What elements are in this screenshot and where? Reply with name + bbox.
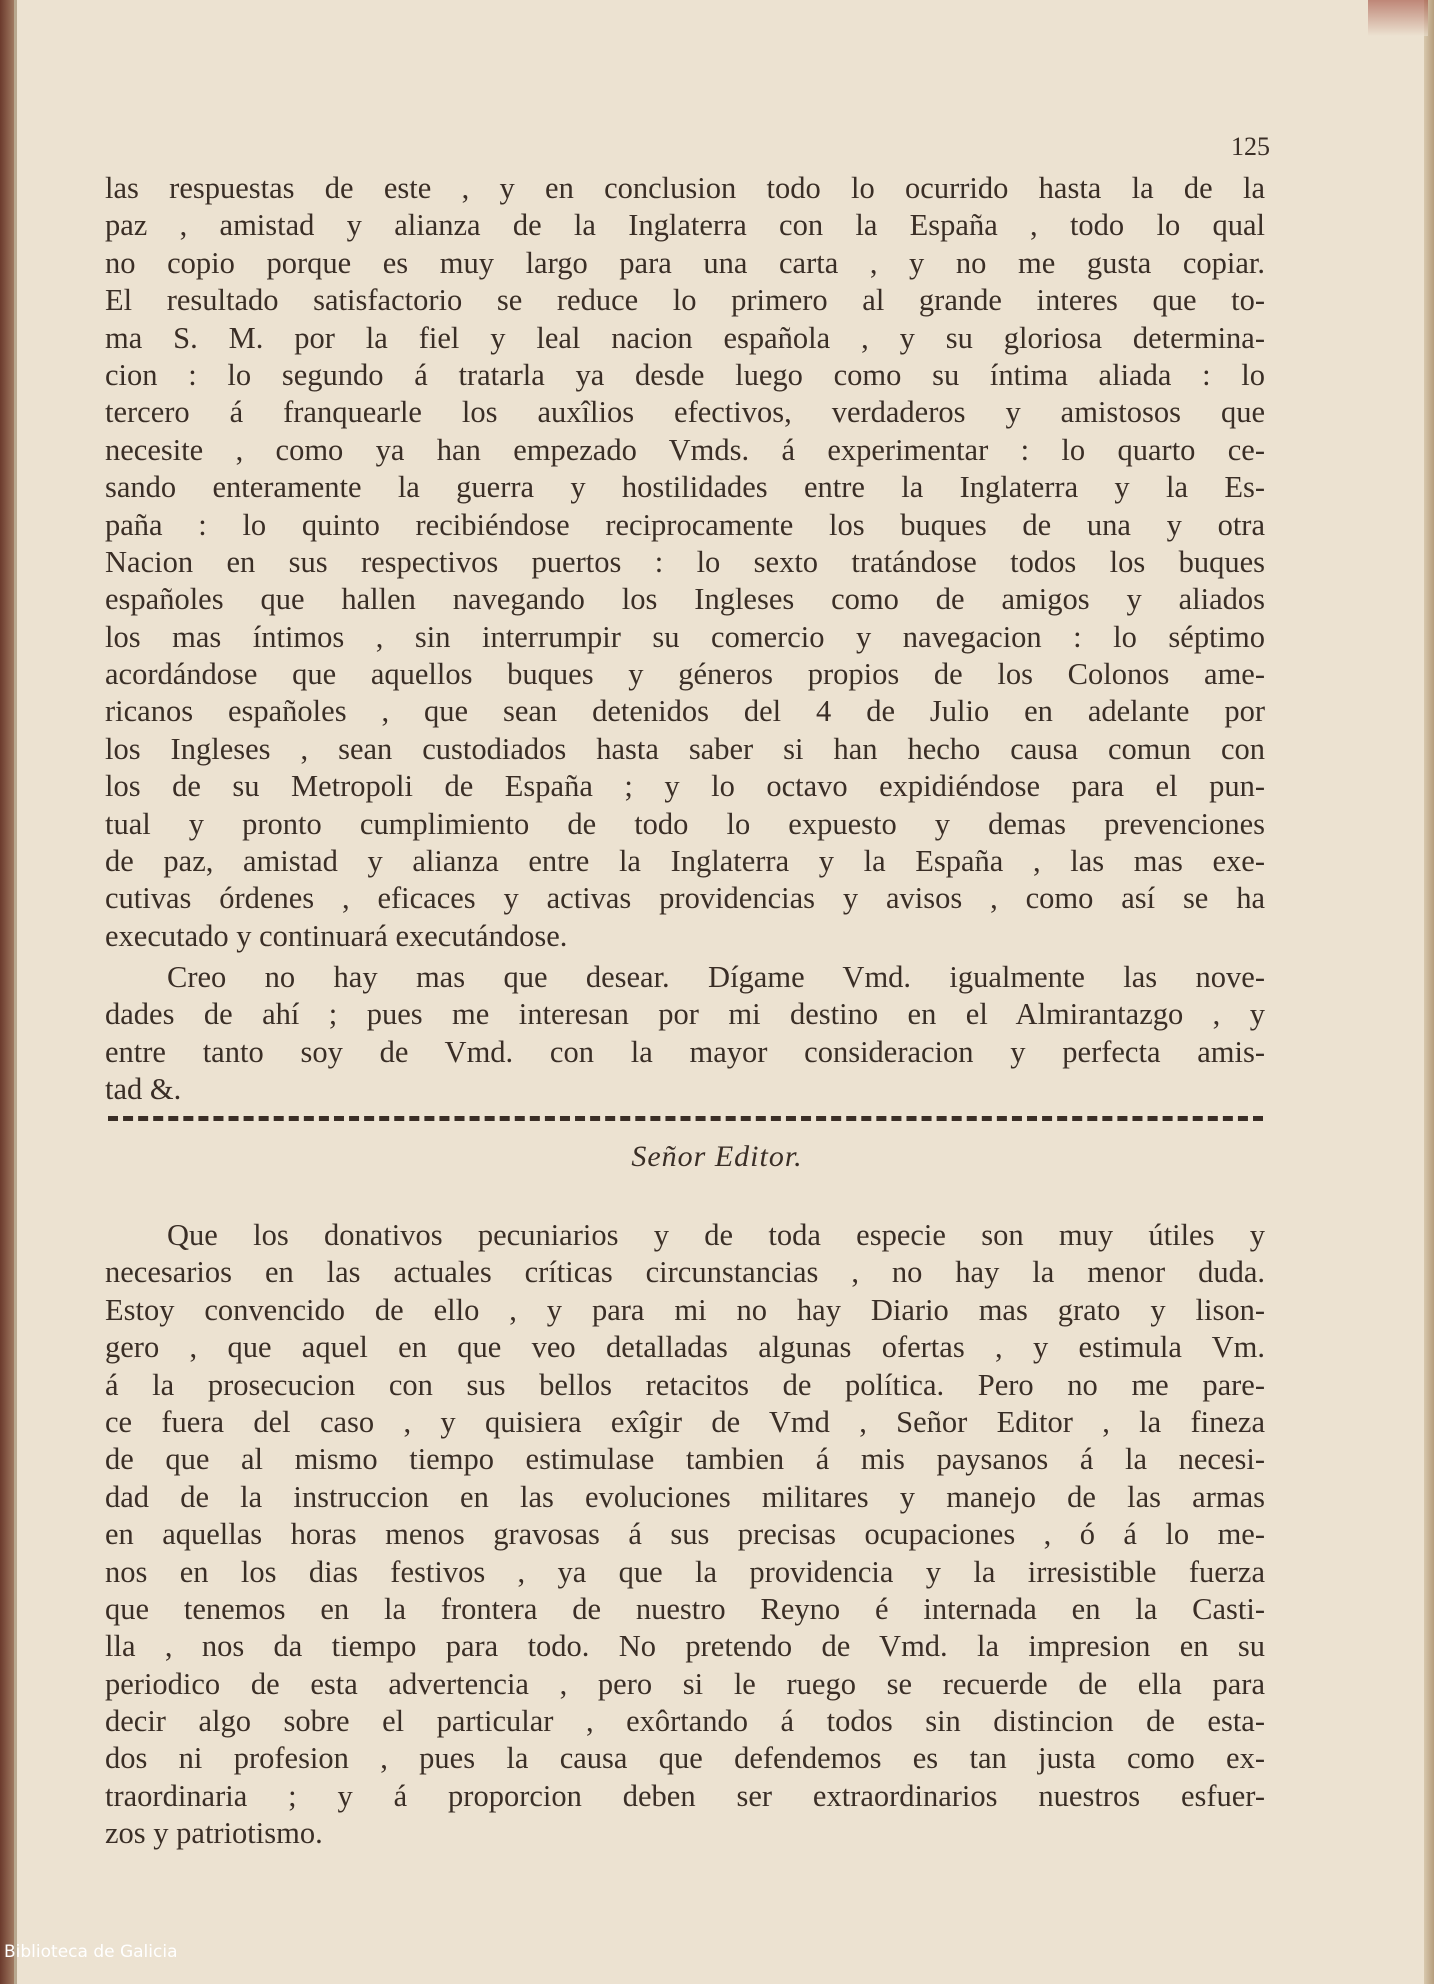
book-spine-edge: [0, 0, 14, 1984]
letter-continuation: [105, 170, 1265, 955]
text-line: á la prosecucion con sus bellos retacitos de política. Pero no me pare-: [105, 1367, 1265, 1402]
text-line: tad &.: [105, 1072, 182, 1107]
text-line: ce fuera del caso , y quisiera exîgir de Vmd , Señor Editor , la fineza: [105, 1404, 1265, 1439]
page-corner-wear: [1368, 0, 1428, 36]
text-line: ricanos españoles , que sean detenidos del 4 de Julio en adelante por: [105, 694, 1265, 729]
section-heading: Señor Editor.: [631, 1140, 803, 1173]
section-divider: [108, 1116, 1263, 1121]
text-line: de paz, amistad y alianza entre la Inglaterra y la España , las mas exe-: [105, 844, 1265, 879]
text-line: paz , amistad y alianza de la Inglaterra con la España , todo lo qual: [105, 208, 1265, 243]
text-line: Estoy convencido de ello , y para mi no hay Diario mas grato y lison-: [105, 1292, 1265, 1327]
text-line: lla , nos da tiempo para todo. No pretendo de Vmd. la impresion en su: [105, 1629, 1265, 1664]
text-line: El resultado satisfactorio se reduce lo primero al grande interes que to-: [105, 283, 1265, 318]
text-line: los de su Metropoli de España ; y lo octavo expidiéndose para el pun-: [105, 769, 1265, 804]
text-line: dades de ahí ; pues me interesan por mi destino en el Almirantazgo , y: [105, 997, 1265, 1032]
text-line: las respuestas de este , y en conclusion todo lo ocurrido hasta la de la: [105, 171, 1265, 205]
text-line: dos ni profesion , pues la causa que defendemos es tan justa como ex-: [105, 1741, 1265, 1776]
text-line: gero , que aquel en que veo detalladas algunas ofertas , y estimula Vm.: [105, 1330, 1265, 1365]
text-line: necesite , como ya han empezado Vmds. á experimentar : lo quarto ce-: [105, 432, 1265, 467]
library-watermark: Biblioteca de Galicia: [4, 1942, 178, 1962]
text-line: españoles que hallen navegando los Ingleses como de amigos y aliados: [105, 582, 1265, 617]
text-line: los mas íntimos , sin interrumpir su comercio y navegacion : lo séptimo: [105, 619, 1265, 654]
page-fore-edge: [1424, 0, 1434, 1984]
text-line: los Ingleses , sean custodiados hasta saber si han hecho causa comun con: [105, 731, 1265, 766]
page-number: 125: [1231, 132, 1270, 161]
text-line: de que al mismo tiempo estimulase tambien á mis paysanos á la necesi-: [105, 1442, 1265, 1477]
letter-closing: [105, 959, 1265, 1109]
text-line: nos en los dias festivos , ya que la providencia y la irresistible fuerza: [105, 1554, 1265, 1589]
text-line: cutivas órdenes , eficaces y activas providencias y avisos , como así se ha: [105, 881, 1265, 916]
text-line: entre tanto soy de Vmd. con la mayor consideracion y perfecta amis-: [105, 1034, 1265, 1069]
text-line: ma S. M. por la fiel y leal nacion española , y su gloriosa determina-: [105, 320, 1265, 355]
text-line: dad de la instruccion en las evoluciones militares y manejo de las armas: [105, 1479, 1265, 1514]
text-line: tercero á franquearle los auxîlios efectivos, verdaderos y amistosos que: [105, 395, 1265, 430]
text-line: decir algo sobre el particular , exôrtando á todos sin distincion de esta-: [105, 1704, 1265, 1739]
text-line: sando enteramente la guerra y hostilidades entre la Inglaterra y la Es-: [105, 470, 1265, 505]
text-line: cion : lo segundo á tratarla ya desde luego como su íntima aliada : lo: [105, 357, 1265, 392]
text-line: Que los donativos pecuniarios y de toda especie son muy útiles y: [167, 1218, 1265, 1252]
text-line: Nacion en sus respectivos puertos : lo sexto tratándose todos los buques: [105, 544, 1265, 579]
editor-letter: [105, 1217, 1265, 1853]
text-line: periodico de esta advertencia , pero si le ruego se recuerde de ella para: [105, 1666, 1265, 1701]
text-line: no copio porque es muy largo para una carta , y no me gusta copiar.: [105, 245, 1265, 280]
text-line: tual y pronto cumplimiento de todo lo expuesto y demas prevenciones: [105, 806, 1265, 841]
text-line: traordinaria ; y á proporcion deben ser extraordinarios nuestros esfuer-: [105, 1778, 1265, 1813]
text-line: acordándose que aquellos buques y géneros propios de los Colonos ame-: [105, 657, 1265, 692]
text-line: que tenemos en la frontera de nuestro Reyno é internada en la Casti-: [105, 1591, 1265, 1626]
text-line: necesarios en las actuales críticas circunstancias , no hay la menor duda.: [105, 1255, 1265, 1290]
text-line: paña : lo quinto recibiéndose reciprocamente los buques de una y otra: [105, 507, 1265, 542]
text-line: en aquellas horas menos gravosas á sus precisas ocupaciones , ó á lo me-: [105, 1517, 1265, 1552]
text-line: zos y patriotismo.: [105, 1816, 323, 1851]
text-line: Creo no hay mas que desear. Dígame Vmd. igualmente las nove-: [167, 960, 1265, 994]
text-line: executado y continuará executándose.: [105, 918, 568, 953]
